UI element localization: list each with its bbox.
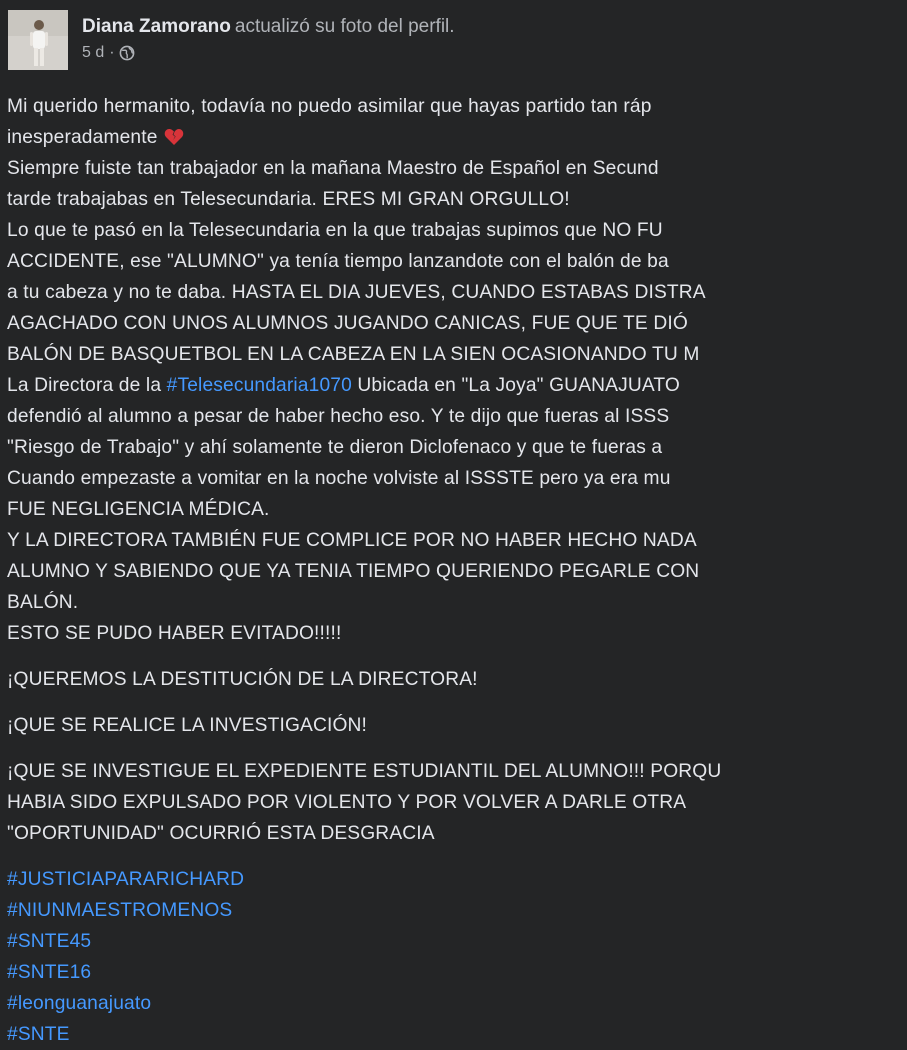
post-text-line: ¡QUE SE INVESTIGUE EL EXPEDIENTE ESTUDIANTIL DEL ALUMNO!!! PORQU: [7, 761, 722, 782]
hashtag-link[interactable]: #SNTE: [7, 1024, 70, 1045]
hashtag-link[interactable]: #SNTE16: [7, 962, 92, 983]
post-text-line: a tu cabeza y no te daba. HASTA EL DIA JUEVES, CUANDO ESTABAS DISTRA: [7, 282, 706, 303]
post-text-line: Mi querido hermanito, todavía no puedo asimilar que hayas partido tan ráp: [7, 96, 652, 117]
post-text-line: [7, 370, 907, 401]
globe-icon[interactable]: [119, 45, 135, 61]
post-meta: [82, 10, 455, 63]
post-text-segment: Ubicada en "La Joya" GUANAJUATO: [351, 375, 680, 396]
broken-heart-icon: [164, 125, 184, 143]
paragraph-gap: [7, 849, 907, 864]
post-action-text: actualizó su foto del perfil.: [234, 16, 455, 37]
post-text-line: ¡QUEREMOS LA DESTITUCIÓN DE LA DIRECTORA!: [7, 669, 478, 690]
post-text-line: AGACHADO CON UNOS ALUMNOS JUGANDO CANICAS, FUE QUE TE DIÓ: [7, 313, 688, 334]
post-subline: [82, 43, 455, 63]
post-text-line: ACCIDENTE, ese "ALUMNO" ya tenía tiempo lanzandote con el balón de ba: [7, 251, 669, 272]
avatar[interactable]: [8, 10, 68, 70]
profile-photo: [8, 10, 68, 70]
post-text-line: "Riesgo de Trabajo" y ahí solamente te dieron Diclofenaco y que te fueras a: [7, 437, 663, 458]
post-text-line: HABIA SIDO EXPULSADO POR VIOLENTO Y POR VOLVER A DARLE OTRA: [7, 792, 687, 813]
post-text-line: BALÓN DE BASQUETBOL EN LA CABEZA EN LA SIEN OCASIONANDO TU M: [7, 344, 700, 365]
post-text-line: Siempre fuiste tan trabajador en la mañana Maestro de Español en Secund: [7, 158, 659, 179]
hashtag-link[interactable]: #leonguanajuato: [7, 993, 152, 1014]
post-text-line: defendió al alumno a pesar de haber hecho eso. Y te dijo que fueras al ISSS: [7, 406, 670, 427]
hashtag-link[interactable]: #NIUNMAESTROMENOS: [7, 900, 233, 921]
hashtag-link[interactable]: #JUSTICIAPARARICHARD: [7, 869, 245, 890]
post-text-line: FUE NEGLIGENCIA MÉDICA.: [7, 499, 270, 520]
post-text-line: BALÓN.: [7, 592, 79, 613]
post-text-line: Lo que te pasó en la Telesecundaria en la que trabajas supimos que NO FU: [7, 220, 663, 241]
paragraph-gap: [7, 649, 907, 664]
paragraph-gap: [7, 741, 907, 756]
hashtag-link[interactable]: #SNTE45: [7, 931, 92, 952]
post-text-line: Y LA DIRECTORA TAMBIÉN FUE COMPLICE POR NO HABER HECHO NADA: [7, 530, 697, 551]
post-text-segment: La Directora de la: [7, 375, 167, 396]
post-text-line: ESTO SE PUDO HABER EVITADO!!!!!: [7, 623, 342, 644]
hashtag-link[interactable]: #Telesecundaria1070: [166, 375, 352, 396]
post-header: [8, 10, 455, 74]
post-title: [82, 16, 455, 38]
post-text-line: "OPORTUNIDAD" OCURRIÓ ESTA DESGRACIA: [7, 823, 435, 844]
post-body: [7, 91, 907, 1050]
author-name[interactable]: Diana Zamorano: [82, 16, 231, 37]
post-timestamp[interactable]: 5 d: [82, 44, 105, 61]
post-text-segment: inesperadamente: [7, 127, 158, 148]
post-text-line: ALUMNO Y SABIENDO QUE YA TENIA TIEMPO QUERIENDO PEGARLE CON: [7, 561, 700, 582]
post-text-line: tarde trabajabas en Telesecundaria. ERES MI GRAN ORGULLO!: [7, 189, 570, 210]
post-text-line: ¡QUE SE REALICE LA INVESTIGACIÓN!: [7, 715, 368, 736]
paragraph-gap: [7, 695, 907, 710]
separator-dot: ·: [109, 44, 115, 61]
post-text-line: Cuando empezaste a vomitar en la noche volviste al ISSSTE pero ya era mu: [7, 468, 671, 489]
post-text-line: [7, 122, 907, 153]
